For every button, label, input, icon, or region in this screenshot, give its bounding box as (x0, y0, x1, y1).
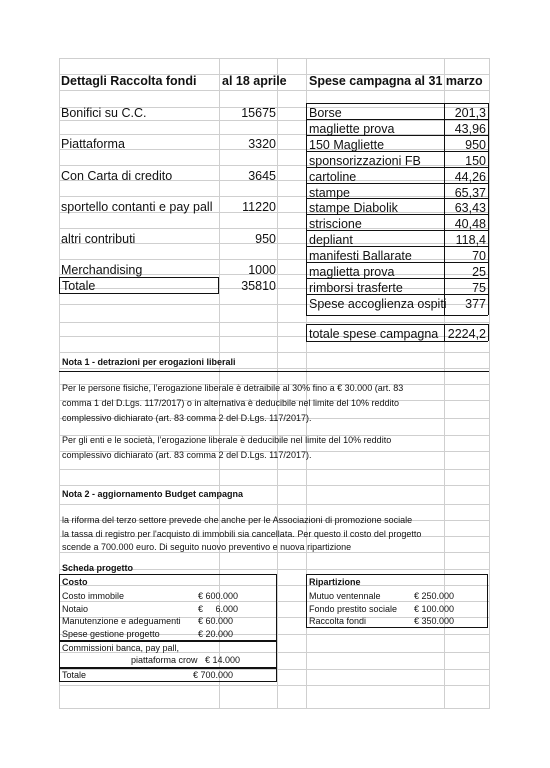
expense-value: 377 (465, 296, 486, 311)
expense-label: maglietta prova (309, 265, 395, 279)
header-expenses: Spese campagna al 31 marzo (309, 74, 483, 88)
expense-value: 63,43 (454, 201, 486, 216)
expense-label: stampe (309, 185, 350, 200)
grid-row-line (59, 120, 489, 121)
ripartizione-label: Raccolta fondi (309, 616, 367, 626)
expense-row-border (306, 151, 488, 152)
income-value: 3320 (248, 137, 276, 151)
expense-value: 118,4 (455, 233, 486, 248)
expense-total-value: 2224,2 (447, 327, 486, 341)
costo-value: € 60.000 (198, 616, 234, 626)
costo-label: Manutenzione e adeguamenti (62, 616, 181, 626)
costo-value: € 20.000 (198, 628, 234, 639)
nota1-p1-line2: comma 1 del D.Lgs. 117/2017) o in alternativa è deducibile nel limite del 10% reddito (62, 398, 400, 408)
costo-value: € 6.000 (198, 603, 239, 614)
expense-label: cartoline (309, 169, 357, 184)
costo-label: Spese gestione progetto (62, 628, 160, 639)
expense-bottom-border (306, 315, 488, 316)
grid-row-line (59, 368, 489, 369)
expense-label: depliant (309, 233, 353, 248)
expense-total-left (306, 324, 307, 341)
commissioni-line2: piattaforma crow (131, 655, 198, 665)
expense-right-border (488, 103, 489, 315)
grid-row-line (59, 228, 489, 229)
expense-value: 43,96 (454, 121, 486, 136)
expense-row-border (306, 230, 488, 231)
nota2-line1: la riforma del terzo settore prevede che anche per le Associazioni di promozione sociale (62, 515, 413, 525)
grid-row-line (59, 485, 489, 486)
scheda-totale-value: € 700.000 (193, 670, 234, 680)
grid-col-line (489, 58, 490, 709)
expense-top-border (306, 103, 488, 104)
income-value: 15675 (241, 106, 276, 120)
scheda-title: Scheda progetto (62, 563, 134, 573)
commissioni-value: € 14.000 (205, 655, 241, 665)
expense-total-bottom (306, 341, 488, 342)
ripartizione-value: € 350.000 (414, 616, 455, 626)
nota1-p1-line1: Per le persone fisiche, l’erogazione liberale è detraibile al 30% fino a € 30.000 (art. 83 (62, 383, 404, 393)
expense-label: striscione (309, 217, 362, 232)
grid-row-line (59, 469, 489, 470)
grid-row-line (59, 196, 489, 197)
income-label: Merchandising (61, 263, 143, 277)
expense-total-right (488, 324, 489, 341)
expense-value: 150 (465, 153, 486, 168)
expense-row-border (306, 135, 488, 136)
income-value: 3645 (248, 169, 276, 183)
expense-label: Borse (309, 106, 342, 120)
expense-row-border (306, 167, 488, 168)
income-label: altri contributi (61, 232, 136, 246)
scheda-totale-label: Totale (62, 670, 87, 680)
grid-row-line (59, 504, 489, 505)
grid-row-line (59, 552, 489, 553)
nota1-p2-line2: complessivo dichiarato (art. 83 comma 2 del D.Lgs. 117/2017). (62, 450, 312, 460)
expense-label: stampe Diabolik (309, 201, 398, 216)
expense-row-border (306, 246, 488, 247)
ripartizione-value: € 100.000 (414, 603, 455, 614)
expense-label: Spese accoglienza ospiti (309, 296, 447, 311)
expense-value: 65,37 (454, 185, 486, 200)
title-raccolta: Dettagli Raccolta fondi (61, 74, 197, 88)
nota1-p1-line3: complessivo dichiarato (art. 83 comma 2 del D.Lgs. 117/2017). (62, 413, 312, 423)
ripartizione-header: Ripartizione (309, 577, 361, 587)
expense-total-label: totale spese campagna (309, 327, 439, 341)
grid-row-line (59, 322, 489, 323)
income-value: 1000 (248, 263, 276, 277)
expense-row-border (306, 198, 488, 199)
ripartizione-label: Mutuo ventennale (309, 591, 381, 601)
income-total-value: 35810 (241, 279, 276, 293)
expense-label: sponsorizzazioni FB (309, 153, 421, 168)
costo-value: € 600.000 (198, 591, 239, 601)
grid-row-line (59, 58, 489, 59)
expense-label: manifesti Ballarate (309, 249, 412, 264)
expense-row-border (306, 214, 488, 215)
nota1-p2-line1: Per gli enti e le società, l’erogazione liberale è deducibile nel limite del 10% reddito (62, 435, 392, 445)
expense-value: 201,3 (454, 106, 486, 120)
costo-label: Costo immobile (62, 591, 125, 601)
expense-label: 150 Magliette (309, 137, 385, 152)
grid-row-line (59, 352, 489, 353)
income-value: 950 (255, 232, 276, 246)
costo-label: Notaio (62, 603, 89, 614)
expense-row-border (306, 294, 488, 295)
costo-header: Costo (62, 577, 88, 587)
header-date: al 18 aprile (222, 74, 287, 88)
income-label: Piattaforma (61, 137, 125, 151)
nota2-line2: la tassa di registro per l'acquisto di immobili sia cancellata. Per questo il costo del progetto (62, 529, 422, 539)
expense-mid-border (444, 103, 445, 315)
nota1-divider (59, 371, 489, 372)
expense-value: 40,48 (454, 217, 486, 232)
expense-value: 70 (472, 249, 486, 264)
expense-label: magliette prova (309, 121, 395, 136)
totale-box (59, 668, 277, 682)
expense-value: 75 (472, 280, 486, 295)
nota2-line3: scende a 700.000 euro. Di seguito nuovo preventivo e nuova ripartizione (62, 542, 352, 552)
grid-row-line (59, 708, 489, 709)
income-label: Con Carta di credito (61, 169, 173, 183)
expense-left-border (306, 103, 307, 315)
income-value: 11220 (242, 200, 276, 214)
income-label: sportello contanti e pay pall (61, 200, 213, 214)
expense-row-border (306, 119, 488, 120)
expense-total-top (306, 324, 488, 325)
grid-row-line (59, 259, 489, 260)
income-label: Bonifici su C.C. (61, 106, 147, 120)
expense-label: rimborsi trasferte (309, 280, 403, 295)
income-total-label: Totale (62, 279, 96, 293)
expense-value: 44,26 (454, 169, 486, 184)
ripartizione-value: € 250.000 (414, 591, 455, 601)
expense-row-border (306, 278, 488, 279)
ripartizione-label: Fondo prestito sociale (309, 603, 398, 614)
expense-row-border (306, 183, 488, 184)
grid-row-line (59, 685, 489, 686)
nota1-title: Nota 1 - detrazioni per erogazioni liberali (62, 357, 236, 367)
grid-row-line (59, 90, 489, 91)
expense-row-border (306, 262, 488, 263)
commissioni-line1: Commissioni banca, pay pall, (62, 643, 180, 653)
nota2-title: Nota 2 - aggiornamento Budget campagna (62, 489, 244, 499)
expense-value: 25 (472, 265, 486, 279)
expense-value: 950 (465, 137, 486, 152)
